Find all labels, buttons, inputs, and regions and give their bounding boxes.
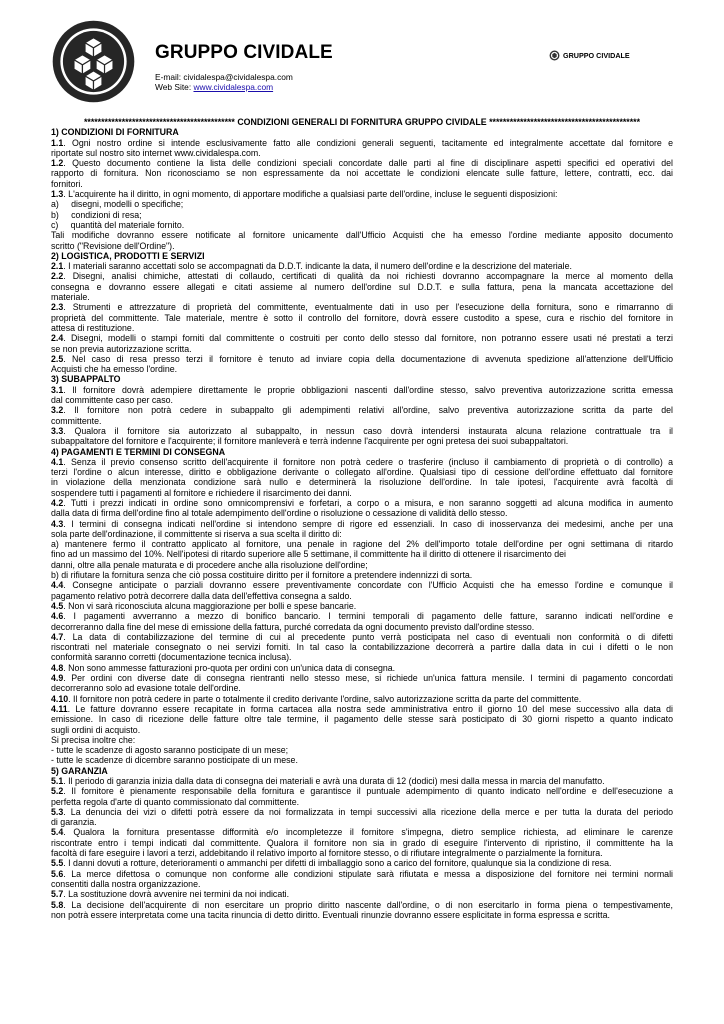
line-text: subappaltatore del fornitore e l'acquirente; il fornitore manleverà e terrà indenne l'acquirente per ogni pretesa dei suoi subappaltatori.	[51, 436, 569, 447]
text-line	[51, 694, 673, 704]
brand-mark	[549, 50, 630, 61]
clause-number: 4.10	[51, 693, 69, 704]
clause-number: 5.1	[51, 776, 64, 786]
line-text: . I materiali saranno accettati solo se accompagnati da D.D.T. indicante la data, il numero dell'ordine e la descrizione del materiale.	[63, 261, 572, 272]
text-line	[51, 910, 673, 920]
line-text: Tali modifiche dovranno essere notificate al fornitore unicamente dall'Ufficio Acquisti che ha emesso l'ordine mediante apposito documento	[51, 230, 673, 241]
website-link[interactable]: www.cividalespa.com	[193, 82, 274, 92]
line-text: committente.	[51, 415, 102, 426]
line-text: sugli ordini di acquisto.	[51, 724, 141, 735]
clause-number: 5.5	[51, 858, 64, 869]
line-text: perfetta regola d'arte di quanto commissionato dal committente.	[51, 796, 300, 807]
text-line	[51, 539, 673, 549]
section-heading	[51, 374, 673, 384]
clause-number: 5.2	[51, 786, 64, 797]
line-text: . L'acquirente ha il diritto, in ogni momento, di apportare modifiche a qualsiasi parte dell'ordine, incluse le seguenti disposizioni:	[63, 189, 558, 200]
text-line	[51, 230, 673, 240]
text-line	[51, 241, 673, 251]
clause-number: 5.8	[51, 899, 64, 910]
clause-number: 3.2	[51, 405, 64, 416]
clause-number: 4.9	[51, 673, 64, 684]
text-line	[51, 385, 673, 395]
line-text: . Qualora il fornitore sia autorizzato al subappalto, in nessun caso dovrà intendersi instaurata alcuna relazione contrattuale tra il	[63, 425, 673, 436]
contact-info	[155, 72, 293, 92]
website-line	[155, 82, 293, 92]
line-text: riscontrate entro i tempi indicati dal committente. Qualora il fornitore non sia in grado di eseguire l'intervento di ripristino, il committente ha la	[51, 837, 673, 848]
line-text: riportate sul nostro sito internet www.cividalespa.com.	[51, 147, 261, 158]
line-text: . Disegni, modelli o stampi forniti dal committente o costruiti per conto dello stesso dal fornitore, non potranno essere usati né prestati a terzi	[63, 333, 673, 344]
text-line	[51, 714, 673, 724]
text-line	[51, 570, 673, 580]
line-text: decorreranno dalla fine del mese di emissione della fattura, purché corredata da ogni documento previsto dall'ordine stesso.	[51, 621, 535, 632]
text-line	[51, 735, 673, 745]
line-text: se non previa autorizzazione scritta.	[51, 343, 192, 354]
text-line	[51, 580, 673, 590]
line-text: a) mantenere fermo il contratto applicato al fornitore, una penale in ragione del 2% dell'importo totale dell'ordine per ogni settimana di ritardo	[51, 539, 673, 550]
text-line	[51, 271, 673, 281]
text-line	[51, 220, 673, 230]
line-text: - tutte le scadenze di agosto saranno posticipate di un mese;	[51, 745, 289, 756]
text-line	[51, 364, 673, 374]
line-text: fino ad un massimo del 10%. Nell'ipotesi di ritardo superiore alle 5 settimane, il committente ha il diritto di ottenere il risarcimento dei	[51, 549, 567, 560]
line-text: riscontrati nel materiale consegnato o nei servizi forniti. In tal caso la contabilizzazione decorrerà a partire dalla data in cui i difetti o le non	[51, 642, 673, 653]
line-text: materiale.	[51, 292, 90, 303]
line-text: . Il periodo di garanzia inizia dalla data di consegna dei materiali e avrà una durata di 12 (dodici) mesi dalla messa in marcia del manufatto.	[63, 776, 605, 786]
text-line	[51, 488, 673, 498]
text-line	[51, 302, 673, 312]
line-text: . Il fornitore non potrà cedere in subappalto gli adempimenti relativi all'ordine, salvo preventiva autorizzazione scritta da parte del	[63, 405, 673, 416]
text-line	[51, 622, 673, 632]
line-text: ******************************************** CONDIZIONI GENERALI DI FORNITURA GRUPPO CIVIDALE ********************************************	[83, 117, 641, 127]
clause-number: 4.7	[51, 631, 64, 642]
document-title	[51, 117, 673, 127]
text-line	[51, 498, 673, 508]
clause-number: 4.2	[51, 497, 64, 508]
clause-number: 5.7	[51, 889, 64, 900]
line-text: . Il fornitore è pienamente responsabile della fornitura e garantisce il puntuale adempimento di quanto indicato nell'ordine e dell'esecuzione a	[63, 786, 673, 797]
company-logo	[51, 19, 136, 104]
text-line	[51, 529, 673, 539]
section-heading	[51, 766, 673, 776]
line-text: . Disegni, analisi chimiche, attestati di collaudo, certificati di qualità da noi richiesti dovranno accompagnare la merce al momento della	[63, 271, 673, 282]
line-text: . La sostituzione dovrà avvenire nei termini da noi indicati.	[63, 889, 290, 900]
text-line	[51, 858, 673, 868]
line-text: . Strumenti e attrezzature di proprietà del committente, eventualmente dati in uso per l'esecuzione della fornitura, sono e rimarranno di	[63, 302, 673, 313]
line-text: . La merce difettosa o comunque non conforme alle condizioni stipulate sarà rifiutata e messa a disposizione del fornitore nei termini normali	[63, 868, 673, 879]
line-text: . Qualora la fornitura presentasse difformità e/o incompletezze il fornitore s'impegna, dietro semplice richiesta, ad eliminare le carenze	[63, 827, 673, 838]
text-line	[51, 807, 673, 817]
line-text: non potrà essere interpretata come una tacita rinuncia di detto diritto. Eventuali rinunzie dovranno essere esplicitate in forma espressa e scritta.	[51, 909, 610, 920]
line-text: . La data di contabilizzazione del termine di cui al precedente punto verrà posticipata nel caso di eventuali non conformità o di difetti	[63, 631, 673, 642]
clause-number: 5.6	[51, 868, 64, 879]
clause-number: 3.1	[51, 384, 64, 395]
clause-number: 1.3	[51, 189, 64, 200]
line-text: 3) SUBAPPALTO	[51, 374, 121, 385]
line-text: 1) CONDIZIONI DI FORNITURA	[51, 127, 179, 138]
line-text: . Il fornitore non potrà cedere in parte o totalmente il credito derivante l'ordine, salvo autorizzazione scritta da parte del committente.	[68, 693, 582, 704]
text-line	[51, 179, 673, 189]
text-line	[51, 704, 673, 714]
text-line	[51, 869, 673, 879]
text-line	[51, 560, 673, 570]
line-text: . Consegne anticipate o parziali dovranno essere preventivamente concordate con l'Ufficio Acquisti che ha emesso l'ordine e comunque il	[63, 580, 673, 591]
line-text: b) di rifiutare la fornitura senza che ciò possa costituire diritto per il fornitore a pretendere indennizzi di sorta.	[51, 570, 473, 581]
section-heading	[51, 447, 673, 457]
line-text: - tutte le scadenze di dicembre saranno posticipate di un mese.	[51, 755, 298, 766]
line-text: 5) GARANZIA	[51, 765, 108, 776]
clause-number: 4.6	[51, 611, 64, 622]
line-text: rapporto di fornitura. Non riconosciamo se non espressamente da noi accettate le condizioni elencate sulle fatture, lettere, contratti, ecc. dai	[51, 168, 673, 179]
clause-number: 4.4	[51, 580, 64, 591]
text-line	[51, 199, 673, 209]
clause-number: 1.1	[51, 137, 64, 148]
text-line	[51, 323, 673, 333]
text-line	[51, 549, 673, 559]
line-text: scritto ("Revisione dell'Ordine").	[51, 240, 175, 251]
section-heading	[51, 127, 673, 137]
clause-number: 1.2	[51, 158, 64, 169]
text-line	[51, 848, 673, 858]
line-text: . La denuncia dei vizi o difetti potrà essere da noi formalizzata in tempi successivi alla ricezione della merce e per tutta la durata del periodo	[63, 806, 673, 817]
text-line	[51, 725, 673, 735]
line-text: . I termini di consegna indicati nell'ordine si intendono sempre di rigore ed essenziali. In caso di inosservanza dei medesimi, anche per una	[63, 518, 673, 529]
clause-number: 2.1	[51, 261, 64, 272]
text-line	[51, 168, 673, 178]
text-line	[51, 148, 673, 158]
brand-cube-icon	[549, 50, 560, 61]
line-text: danni, oltre alla penale maturata e di procedere anche alla risoluzione dell'ordine;	[51, 559, 368, 570]
text-line	[51, 457, 673, 467]
clause-number: 4.3	[51, 518, 64, 529]
section-heading	[51, 251, 673, 261]
text-line	[51, 879, 673, 889]
clause-number: 2.5	[51, 353, 64, 364]
line-text: . Non sono ammesse fatturazioni pro-quota per ordini con un'unica data di consegna.	[63, 662, 396, 673]
line-text: . Questo documento contiene la lista delle condizioni speciali concordate dalle parti al fine di disciplinare aspetti specifici ed operativi del	[63, 158, 673, 169]
text-line	[51, 838, 673, 848]
text-line	[51, 817, 673, 827]
text-line	[51, 138, 673, 148]
text-line	[51, 652, 673, 662]
text-line	[51, 210, 673, 220]
text-line	[51, 591, 673, 601]
clause-number: 2.3	[51, 302, 64, 313]
line-text: . I danni dovuti a rotture, deterioramenti o ammanchi per difetti di imballaggio sono a carico del fornitore, qualunque sia la condizione di resa.	[63, 858, 612, 869]
line-text: fornitori.	[51, 178, 83, 189]
text-line	[51, 755, 673, 765]
line-text: . Non vi sarà riconosciuta alcuna maggiorazione per bolli e spese bancarie.	[63, 600, 357, 611]
line-text: . Il fornitore dovrà adempiere direttamente le proprie obbligazioni nascenti dall'ordine stesso, salvo preventiva autorizzazione scritta emessa	[63, 384, 673, 395]
brand-text: GRUPPO CIVIDALE	[563, 51, 630, 60]
clause-number: 2.4	[51, 333, 64, 344]
text-line	[51, 776, 673, 786]
text-line	[51, 282, 673, 292]
text-line	[51, 663, 673, 673]
text-line	[51, 189, 673, 199]
text-line	[51, 467, 673, 477]
clause-number: 4.11	[51, 703, 68, 714]
line-text: . Le fatture dovranno essere recapitate in forma cartacea alla nostra sede amministrativa entro il giorno 10 del mese successivo alla data di	[67, 703, 673, 714]
text-line	[51, 601, 673, 611]
line-text: . I pagamenti avverranno a mezzo di bonifico bancario. I termini temporali di pagamento delle fatture, saranno indicati nell'ordine e	[63, 611, 673, 622]
line-text: emissione. In caso di ricezione delle fatture oltre tale termine, il pagamento delle stesse sarà posticipato di 30 giorni rispetto a quanto indicato	[51, 714, 673, 725]
text-line	[51, 426, 673, 436]
text-line	[51, 786, 673, 796]
line-text: facoltà di fare eseguire i lavori a terzi, addebitando il relativo importo al fornitore stesso, o di rifiutare integralmente o parzialmente la fornitura.	[51, 848, 603, 859]
text-line	[51, 900, 673, 910]
line-text: . Per ordini con diverse date di consegna rientranti nello stesso mese, si richiede un'unica fattura mensile. I termini di pagamento concordati	[63, 673, 673, 684]
line-text: consentiti dalla nostra organizzazione.	[51, 878, 201, 889]
line-text: . La decisione dell'acquirente di non esercitare un proprio diritto nascente dall'ordine, o di non esercitarlo in forma piena o tempestivamente,	[63, 899, 673, 910]
text-line	[51, 642, 673, 652]
website-label: Web Site:	[155, 82, 194, 92]
line-text: 2) LOGISTICA, PRODOTTI E SERVIZI	[51, 250, 205, 261]
clause-number: 5.3	[51, 806, 64, 817]
text-line	[51, 261, 673, 271]
line-text: attesa di restituzione.	[51, 322, 135, 333]
text-line	[51, 827, 673, 837]
line-text: sospendere tutti i pagamenti al fornitore e richiedere il risarcimento dei danni.	[51, 487, 352, 498]
line-text: pagamento relativo potrà decorrere dalla data dell'effettiva consegna a saldo.	[51, 590, 352, 601]
line-text: b) condizioni di resa;	[51, 209, 142, 220]
line-text: dalla data di firma dell'ordine fino al totale adempimento dell'ordine o risoluzione o cessazione di validità dello stesso.	[51, 508, 508, 519]
text-line	[51, 344, 673, 354]
text-line	[51, 683, 673, 693]
text-line	[51, 354, 673, 364]
line-text: . Nel caso di resa presso terzi il fornitore è tenuto ad inviare copia della documentazione di avvenuta spedizione all'attenzione dell'Ufficio	[63, 353, 673, 364]
line-text: conformità saranno corretti (documentazione tecnica inclusa).	[51, 652, 292, 663]
line-text: terzi l'ordine o alcun interesse, diritto e obbligazione derivante o collegato all'ordine. Qualsiasi tipo di cessione dell'ordine effettuato dal fornitore	[51, 467, 673, 478]
text-line	[51, 611, 673, 621]
text-line	[51, 416, 673, 426]
text-line	[51, 158, 673, 168]
text-line	[51, 632, 673, 642]
text-line	[51, 519, 673, 529]
text-line	[51, 745, 673, 755]
line-text: . Ogni nostro ordine si intende esclusivamente fatto alle condizioni generali seguenti, tacitamente ed integralmente accettate dal fornitore e	[63, 137, 673, 148]
text-line	[51, 405, 673, 415]
clause-number: 5.4	[51, 827, 64, 838]
text-line	[51, 313, 673, 323]
text-line	[51, 395, 673, 405]
email-line: E-mail: cividalespa@cividalespa.com	[155, 72, 293, 82]
line-text: c) quantità del materiale fornito.	[51, 219, 185, 230]
line-text: . Senza il previo consenso scritto dell'acquirente il fornitore non potrà cedere o trasferire (incluso il cambiamento di proprietà o di controllo) a	[63, 456, 673, 467]
terms-document	[51, 117, 673, 920]
text-line	[51, 673, 673, 683]
line-text: in violazione della menzionata condizione sarà nullo e determinerà la risoluzione dell'ordine. In tale ipotesi, l'acquirente avrà facoltà di	[51, 477, 673, 488]
company-name: GRUPPO CIVIDALE	[155, 42, 333, 63]
line-text: di garanzia.	[51, 817, 97, 828]
clause-number: 3.3	[51, 425, 64, 436]
text-line	[51, 477, 673, 487]
line-text: a) disegni, modelli o specifiche;	[51, 199, 184, 210]
line-text: . Tutti i prezzi indicati in ordine sono omnicomprensivi e forfetari, a corpo o a misura, e non saranno soggetti ad alcuna modifica in aumento	[63, 497, 673, 508]
text-line	[51, 889, 673, 899]
line-text: proprietà del committente. Tale materiale, mentre è sotto il controllo del fornitore, dovrà essere custodito a spese, cura e rischio del fornitore in	[51, 312, 673, 323]
clause-number: 4.1	[51, 456, 64, 467]
line-text: consegna e dovranno essere allegati e citati assieme al numero dell'ordine sul D.D.T. e sulla fattura, pena la mancata accettazione del	[51, 281, 673, 292]
text-line	[51, 333, 673, 343]
line-text: Si precisa inoltre che:	[51, 734, 136, 745]
line-text: sola parte dell'ordinazione, il committente si riserva a sua scelta il diritto di:	[51, 528, 342, 539]
text-line	[51, 797, 673, 807]
text-line	[51, 508, 673, 518]
line-text: decorreranno solo ad evasione totale dell'ordine.	[51, 683, 241, 694]
line-text: 4) PAGAMENTI E TERMINI DI CONSEGNA	[51, 446, 226, 457]
clause-number: 2.2	[51, 271, 64, 282]
text-line	[51, 292, 673, 302]
text-line	[51, 436, 673, 446]
clause-number: 4.8	[51, 662, 64, 673]
line-text: Acquisti che ha emesso l'ordine.	[51, 364, 178, 375]
clause-number: 4.5	[51, 600, 64, 611]
line-text: dal committente caso per caso.	[51, 395, 173, 406]
